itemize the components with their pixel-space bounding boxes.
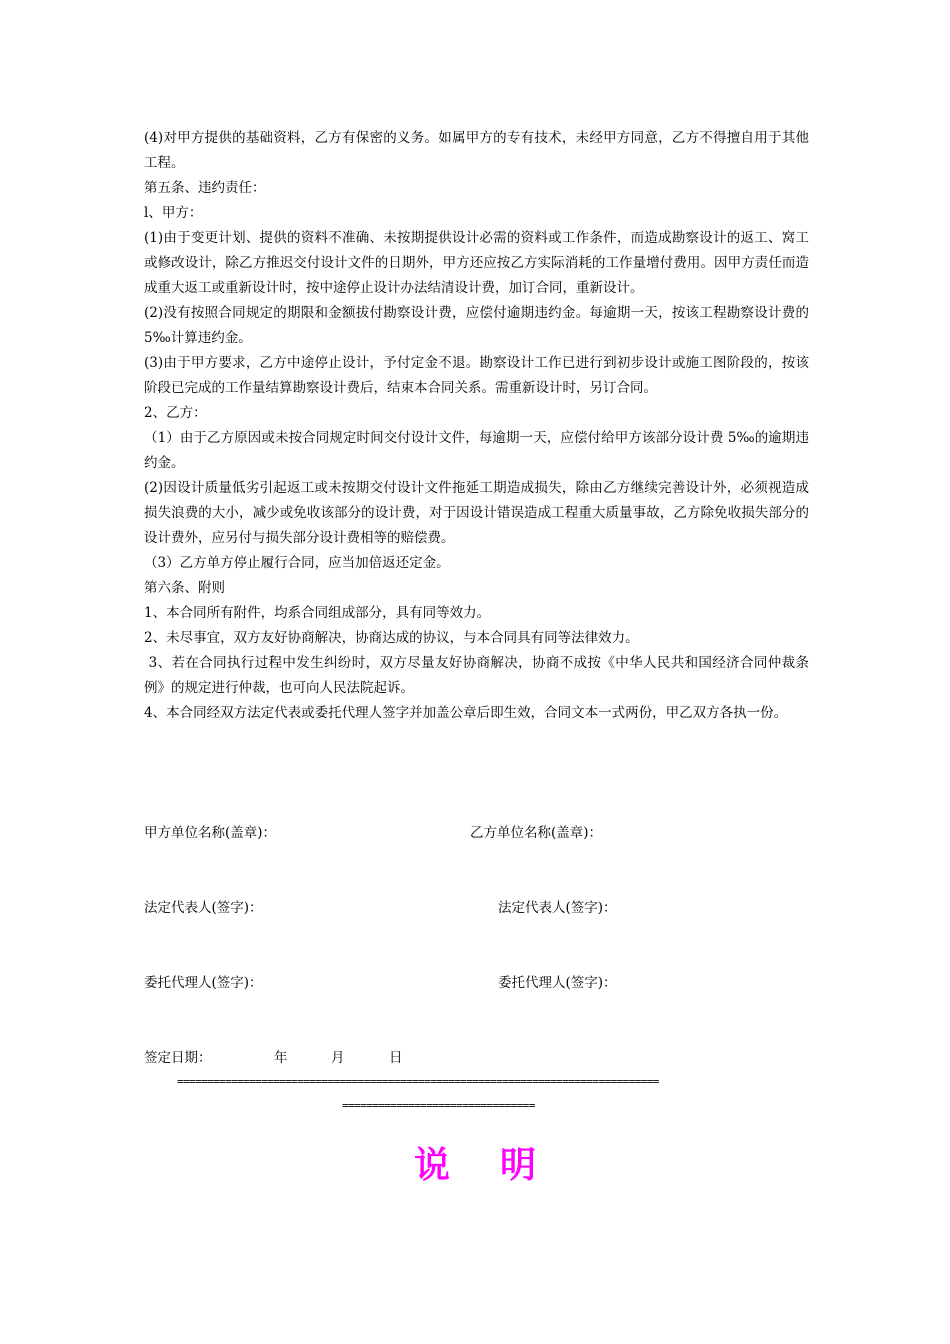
party-b-rep-label: 法定代表人(签字)：	[498, 900, 617, 916]
article-5-heading: 第五条、违约责任：	[144, 180, 266, 196]
supplementary-clause-2: 2、未尽事宜，双方友好协商解决，协商达成的协议，与本合同具有同等法律效力。	[144, 630, 639, 646]
party-a-clause-3: (3)由于甲方要求，乙方中途停止设计，予付定金不退。勘察设计工作已进行到初步设计或施工图阶段的，按该阶段已完成的工作量结算勘察设计费后，结束本合同关系。需重新设计时，另订合同。	[144, 355, 809, 396]
party-a-clause-2: (2)没有按照合同规定的期限和金额拔付勘察设计费，应偿付逾期违约金。每逾期一天，按该工程勘察设计费的5‰计算违约金。	[144, 305, 809, 346]
supplementary-clause-3: 3、若在合同执行过程中发生纠纷时，双方尽量友好协商解决，协商不成按《中华人民共和国经济合同仲裁条例》的规定进行仲裁，也可向人民法院起诉。	[144, 655, 810, 696]
signing-date-label: 签定日期：	[144, 1050, 212, 1066]
party-a-clause-1: (1)由于变更计划、提供的资料不准确、未按期提供设计必需的资料或工作条件，而造成勘察设计的返工、窝工或修改设计，除乙方推迟交付设计文件的日期外，甲方还应按乙方实际消耗的工作量增付费用。因甲方责任而造成重大返工或重新设计时，按中途停止设计办法结清设计费，加订合同，重新设计。	[144, 230, 809, 296]
date-month: 月	[331, 1050, 345, 1066]
party-b-agent-label: 委托代理人(签字)：	[498, 975, 617, 991]
party-b-heading: 2、乙方：	[144, 405, 207, 421]
contract-body	[144, 126, 809, 726]
separator-line-1: ================================================================================	[177, 1075, 659, 1088]
supplementary-clause-4: 4、本合同经双方法定代表或委托代理人签字并加盖公章后即生效，合同文本一式两份，甲乙双方各执一份。	[144, 705, 788, 721]
party-b-clause-2: (2)因设计质量低劣引起返工或未按期交付设计文件拖延工期造成损失，除由乙方继续完善设计外，必须视造成损失浪费的大小，减少或免收该部分的设计费，对于因设计错误造成工程重大质量事故，乙方除免收损失部分的设计费外，应另付与损失部分设计费相等的赔偿费。	[144, 480, 809, 546]
separator-line-2: ================================	[342, 1099, 535, 1112]
explanation-title: 说明	[413, 1145, 586, 1186]
supplementary-clause-1: 1、本合同所有附件，均系合同组成部分，具有同等效力。	[144, 605, 491, 621]
party-a-rep-label: 法定代表人(签字)：	[144, 900, 263, 916]
date-year: 年	[274, 1050, 288, 1066]
party-a-heading: l、甲方：	[144, 205, 203, 221]
party-b-name-label: 乙方单位名称(盖章)：	[470, 825, 603, 841]
date-day: 日	[389, 1050, 403, 1066]
party-a-agent-label: 委托代理人(签字)：	[144, 975, 263, 991]
party-b-clause-3: （3）乙方单方停止履行合同，应当加倍返还定金。	[144, 555, 450, 571]
article-6-heading: 第六条、附则	[144, 580, 225, 596]
clause-4-confidentiality: (4)对甲方提供的基础资料，乙方有保密的义务。如属甲方的专有技术，未经甲方同意，乙方不得擅自用于其他工程。	[144, 130, 809, 171]
party-a-name-label: 甲方单位名称(盖章)：	[144, 825, 277, 841]
party-b-clause-1: （1）由于乙方原因或未按合同规定时间交付设计文件，每逾期一天，应偿付给甲方该部分设计费 5‰的逾期违约金。	[144, 430, 809, 471]
